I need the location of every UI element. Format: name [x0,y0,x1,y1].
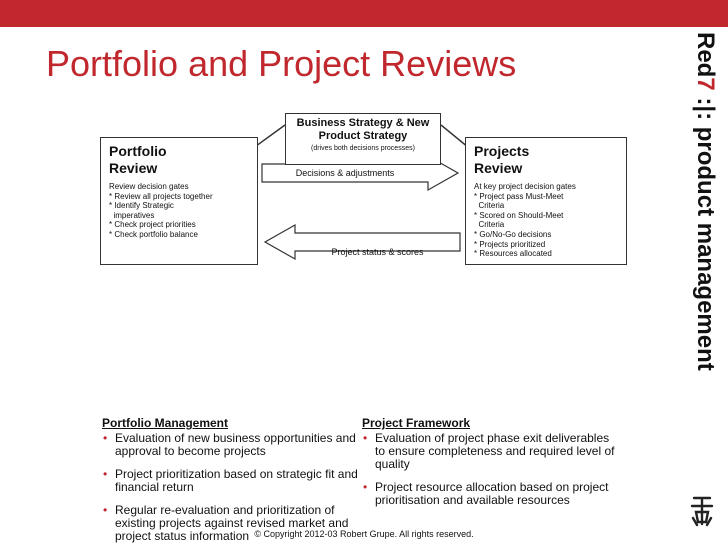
portfolio-review-title [109,143,257,177]
bullet-icon: • [363,431,368,445]
list-item: * Resources allocated [474,249,552,259]
list-item: At key project decision gates [474,182,576,191]
list-item: * Project pass Must-Meet [474,191,564,201]
list-item: imperatives [109,210,155,220]
projects-review-title-line2: Review [474,160,523,176]
list-item: * Check project priorities [109,220,196,230]
portfolio-review-title-line2: Review [109,160,158,176]
portfolio-review-box [100,137,258,265]
list-item: * Projects prioritized [474,239,546,249]
bullet-text: Project resource allocation based on project prioritisation and available resources [375,480,609,507]
bullet-icon: • [363,480,368,494]
list-item: Review decision gates [109,182,189,191]
projects-review-box [465,137,627,265]
list-item [362,432,616,471]
project-framework-list [362,432,616,507]
brand-seven: 7 [692,77,719,91]
bullet-text: Project prioritization based on strategic fit and financial return [115,467,358,494]
bullet-icon: • [103,467,108,481]
projects-review-title-line1: Projects [474,143,530,159]
arrow-right-label: Decisions & adjustments [295,168,395,178]
project-framework-section [362,417,616,517]
bullet-icon: • [103,431,108,445]
brand-prefix: Red [692,32,719,78]
strategy-subtitle: (drives both decisions processes) [311,145,415,152]
copyright-footer: © Copyright 2012-03 Robert Grupe. All rights reserved. [254,529,474,539]
list-item: * Check portfolio balance [109,229,198,239]
list-item [102,432,362,458]
bullet-text: Evaluation of new business opportunities and approval to become projects [115,431,356,458]
projects-review-title [474,143,626,177]
bullet-text: Regular re-evaluation and prioritization of existing projects against revised market and project status information [115,503,349,543]
list-item: * Scored on Should-Meet [474,210,564,220]
projects-review-list [474,182,626,259]
list-item [102,468,362,494]
bullet-text: Evaluation of project phase exit deliverables to ensure completeness and required level of quality [375,431,615,471]
strategy-box [285,113,441,165]
list-item: * Review all projects together [109,191,213,201]
list-item [362,481,616,507]
portfolio-review-list [109,182,257,240]
portfolio-management-list [102,432,362,543]
list-item: Criteria [474,220,505,230]
portfolio-management-heading: Portfolio Management [102,416,229,430]
arrow-left-label: Project status & scores [331,247,424,257]
list-item: * Go/No-Go decisions [474,229,552,239]
list-item: * Identify Strategic [109,201,174,211]
brand-suffix: :|: product management [692,90,719,371]
list-item: Criteria [474,201,505,211]
portfolio-review-title-line1: Portfolio [109,143,167,159]
bullet-icon: • [103,503,108,517]
strategy-title: Business Strategy & New Product Strategy [296,117,430,142]
project-framework-heading: Project Framework [362,416,471,430]
slide-title: Portfolio and Project Reviews [46,43,517,84]
